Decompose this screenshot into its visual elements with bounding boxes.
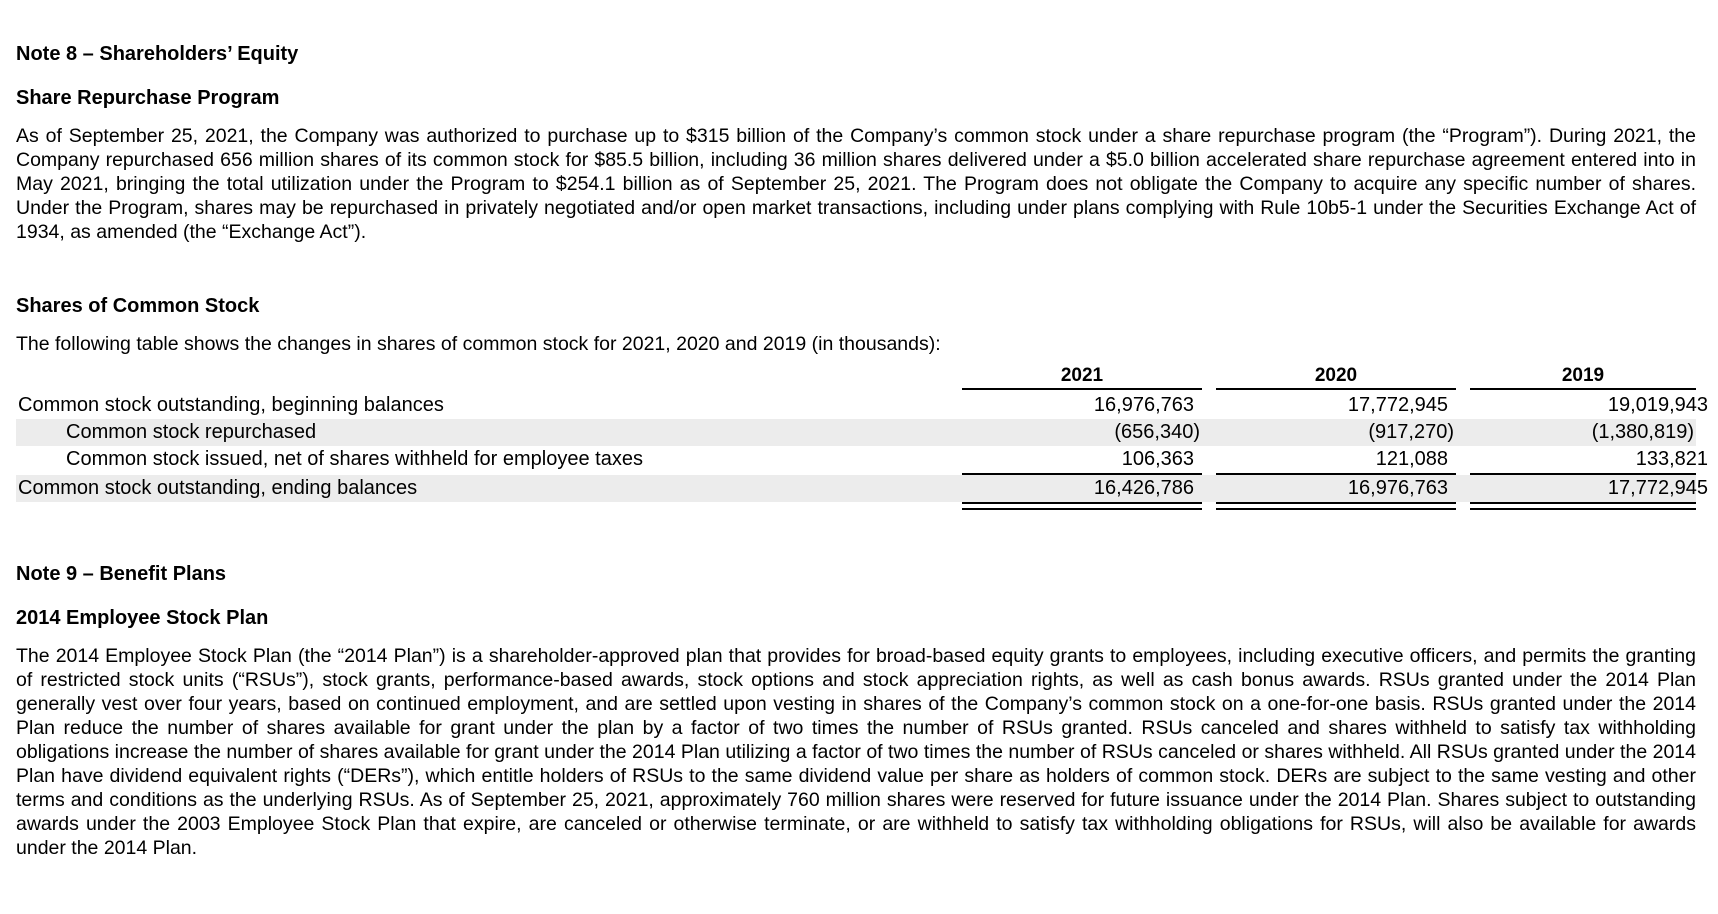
row-label: Common stock repurchased (66, 421, 317, 443)
table-row-beginning (16, 392, 1708, 419)
cell-2020: 121,088 (1375, 448, 1448, 470)
column-header-2019: 2019 (1470, 364, 1696, 390)
note-8-title: Note 8 – Shareholders’ Equity (16, 43, 299, 65)
cell-2021: 16,426,786 (1093, 477, 1194, 499)
cell-2021: (656,340) (1114, 421, 1200, 443)
cell-2020: (917,270) (1368, 421, 1454, 443)
row-label: Common stock issued, net of shares withheld for employee taxes (66, 448, 643, 470)
table-row-issued (16, 446, 1708, 473)
shares-table-intro: The following table shows the changes in shares of common stock for 2021, 2020 and 2019 (in thousands): (16, 333, 941, 355)
table-row-repurchased (16, 419, 1696, 446)
total-double-rule-2020 (1216, 502, 1456, 510)
cell-2020: 17,772,945 (1347, 394, 1448, 416)
table-row-ending (16, 475, 1708, 502)
cell-2020: 16,976,763 (1347, 477, 1448, 499)
column-header-2021: 2021 (962, 364, 1202, 390)
row-label: Common stock outstanding, ending balances (18, 477, 418, 499)
employee-stock-plan-heading: 2014 Employee Stock Plan (16, 607, 269, 629)
note-9-title: Note 9 – Benefit Plans (16, 563, 227, 585)
cell-2019: 133,821 (1635, 448, 1708, 470)
employee-stock-plan-paragraph: The 2014 Employee Stock Plan (the “2014 Plan”) is a shareholder-approved plan that provides for broad-based equity grants to employees, including executive officers, and permits the granting of restricted stock units (“RSUs”), stock grants, performance-based awards, stock options and stock appreciation rights, as well as cash bonus awards. RSUs granted under the 2014 Plan generally vest over four years, based on continued employment, and are settled upon vesting in shares of the Company’s common stock on a one-for-one basis. RSUs granted under the 2014 Plan reduce the number of shares available for grant under the plan by a factor of two times the number of RSUs granted. RSUs canceled and shares withheld to satisfy tax withholding obligations increase the number of shares available for grant under the 2014 Plan utilizing a factor of two times the number of RSUs canceled or shares withheld. All RSUs granted under the 2014 Plan have dividend equivalent rights (“DERs”), which entitle holders of RSUs to the same dividend value per share as holders of common stock. DERs are subject to the same vesting and other terms and conditions as the underlying RSUs. As of September 25, 2021, approximately 760 million shares were reserved for future issuance under the 2014 Plan. Shares subject to outstanding awards under the 2003 Employee Stock Plan that expire, are canceled or otherwise terminate, or are withheld to satisfy tax withholding obligations for RSUs, will also be available for awards under the 2014 Plan. (16, 645, 1696, 859)
cell-2019: 17,772,945 (1607, 477, 1708, 499)
share-repurchase-heading: Share Repurchase Program (16, 87, 280, 109)
total-double-rule-2021 (962, 502, 1202, 510)
cell-2021: 16,976,763 (1093, 394, 1194, 416)
cell-2021: 106,363 (1121, 448, 1194, 470)
cell-2019: 19,019,943 (1607, 394, 1708, 416)
document-page (16, 42, 1708, 860)
total-double-rule-2019 (1470, 502, 1696, 510)
column-header-2020: 2020 (1216, 364, 1456, 390)
row-label: Common stock outstanding, beginning balances (18, 394, 444, 416)
cell-2019: (1,380,819) (1591, 421, 1694, 443)
share-repurchase-paragraph: As of September 25, 2021, the Company was authorized to purchase up to $315 billion of the Company’s common stock under a share repurchase program (the “Program”). During 2021, the Company repurchased 656 million shares of its common stock for $85.5 billion, including 36 million shares delivered under a $5.0 billion accelerated share repurchase agreement entered into in May 2021, bringing the total utilization under the Program to $254.1 billion as of September 25, 2021. The Program does not obligate the Company to acquire any specific number of shares. Under the Program, shares may be repurchased in privately negotiated and/or open market transactions, including under plans complying with Rule 10b5-1 under the Securities Exchange Act of 1934, as amended (the “Exchange Act”). (16, 125, 1696, 243)
shares-common-stock-heading: Shares of Common Stock (16, 295, 260, 317)
common-stock-table (16, 364, 1708, 504)
